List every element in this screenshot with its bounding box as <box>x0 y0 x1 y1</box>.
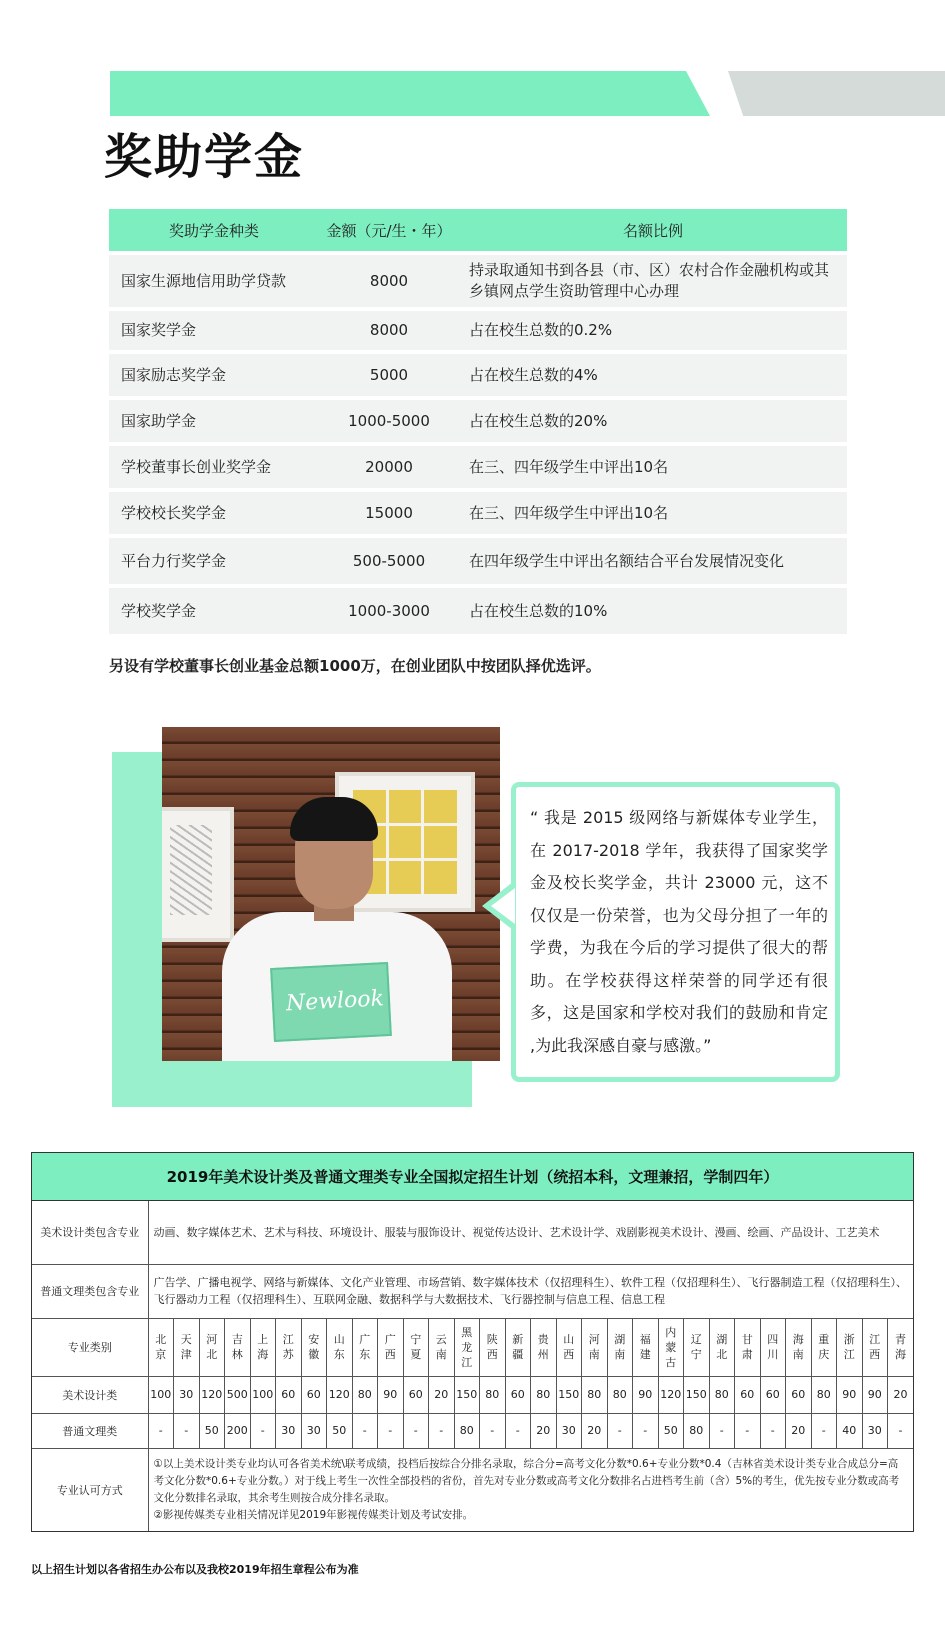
art-quota-cell: 60 <box>786 1376 812 1413</box>
province-cell: 广 西 <box>378 1318 404 1376</box>
general-quota-cell: - <box>378 1413 404 1448</box>
general-quota-cell: - <box>429 1413 455 1448</box>
table-row <box>109 446 847 488</box>
art-quota-cell: 80 <box>352 1376 378 1413</box>
scholarship-name: 国家助学金 <box>109 400 319 442</box>
wall-frame-left <box>162 807 234 942</box>
province-cell: 湖 南 <box>607 1318 633 1376</box>
province-cell: 黑 龙 江 <box>454 1318 480 1376</box>
art-majors-row <box>32 1201 913 1264</box>
general-quota-cell: - <box>403 1413 429 1448</box>
province-cell: 青 海 <box>888 1318 914 1376</box>
scholarship-ratio: 在三、四年级学生中评出10名 <box>459 446 847 488</box>
scholarship-amount: 1000-3000 <box>319 588 459 634</box>
general-majors-row <box>32 1264 913 1318</box>
general-quota-cell: 30 <box>276 1413 302 1448</box>
header-type: 奖助学金种类 <box>109 209 319 251</box>
province-cell: 云 南 <box>429 1318 455 1376</box>
general-quota-cell: - <box>811 1413 837 1448</box>
scholarship-name: 国家奖学金 <box>109 311 319 350</box>
header-banner-gray <box>728 71 945 116</box>
art-quota-row <box>32 1376 913 1413</box>
art-quota-cell: 60 <box>760 1376 786 1413</box>
province-cell: 山 西 <box>556 1318 582 1376</box>
province-cell: 天 津 <box>174 1318 200 1376</box>
province-cell: 安 徽 <box>301 1318 327 1376</box>
province-cell: 上 海 <box>250 1318 276 1376</box>
enrollment-plan-table <box>31 1152 914 1532</box>
art-quota-cell: 30 <box>174 1376 200 1413</box>
plan-title: 2019年美术设计类及普通文理类专业全国拟定招生计划（统招本科，文理兼招，学制四年） <box>32 1153 913 1201</box>
scholarship-name: 国家生源地信用助学贷款 <box>109 255 319 307</box>
art-quota-cell: 60 <box>403 1376 429 1413</box>
sweater-logo <box>270 962 392 1042</box>
art-quota-cell: 20 <box>888 1376 914 1413</box>
footer-note: 以上招生计划以各省招生办公布以及我校2019年招生章程公布为准 <box>31 1563 359 1576</box>
province-cell: 四 川 <box>760 1318 786 1376</box>
table-row <box>109 538 847 584</box>
art-quota-cell: 60 <box>301 1376 327 1413</box>
general-quota-cell: - <box>250 1413 276 1448</box>
table-row <box>109 255 847 307</box>
category-label: 专业类别 <box>32 1318 148 1376</box>
province-cell: 海 南 <box>786 1318 812 1376</box>
general-quota-cell: 20 <box>582 1413 608 1448</box>
scholarship-ratio: 占在校生总数的4% <box>459 354 847 396</box>
art-quota-cell: 120 <box>199 1376 225 1413</box>
scholarship-table-header <box>109 209 847 251</box>
province-cell: 江 苏 <box>276 1318 302 1376</box>
recognition-notes <box>148 1448 913 1531</box>
scholarship-note: 另设有学校董事长创业基金总额1000万，在创业团队中按团队择优选评。 <box>109 657 601 675</box>
scholarship-name: 学校奖学金 <box>109 588 319 634</box>
general-quota-cell: 20 <box>531 1413 557 1448</box>
scholarship-amount: 20000 <box>319 446 459 488</box>
table-row <box>109 400 847 442</box>
art-quota-cell: 80 <box>607 1376 633 1413</box>
general-quota-cell: - <box>735 1413 761 1448</box>
province-cell: 甘 肃 <box>735 1318 761 1376</box>
art-quota-cell: 60 <box>276 1376 302 1413</box>
general-quota-cell: - <box>709 1413 735 1448</box>
general-quota-cell: 40 <box>837 1413 863 1448</box>
province-cell: 湖 北 <box>709 1318 735 1376</box>
art-quota-cell: 80 <box>709 1376 735 1413</box>
table-row <box>109 492 847 534</box>
scholarship-name: 学校董事长创业奖学金 <box>109 446 319 488</box>
general-quota-cell: - <box>352 1413 378 1448</box>
general-quota-row <box>32 1413 913 1448</box>
general-quota-cell: - <box>480 1413 506 1448</box>
scholarship-ratio: 占在校生总数的10% <box>459 588 847 634</box>
art-row-label: 美术设计类 <box>32 1376 148 1413</box>
art-quota-cell: 90 <box>837 1376 863 1413</box>
province-cell: 宁 夏 <box>403 1318 429 1376</box>
art-quota-cell: 90 <box>378 1376 404 1413</box>
province-cell: 河 北 <box>199 1318 225 1376</box>
general-row-label: 普通文理类 <box>32 1413 148 1448</box>
province-cell: 山 东 <box>327 1318 353 1376</box>
art-quota-cell: 150 <box>454 1376 480 1413</box>
art-quota-cell: 80 <box>582 1376 608 1413</box>
province-cell: 陕 西 <box>480 1318 506 1376</box>
header-amount: 金额（元/生・年） <box>319 209 459 251</box>
recognition-label: 专业认可方式 <box>32 1448 148 1531</box>
header-banner-green <box>110 71 710 116</box>
art-quota-cell: 120 <box>327 1376 353 1413</box>
province-cell: 贵 州 <box>531 1318 557 1376</box>
art-quota-cell: 20 <box>429 1376 455 1413</box>
province-cell: 辽 宁 <box>684 1318 710 1376</box>
table-row <box>109 354 847 396</box>
general-majors-list: 广告学、广播电视学、网络与新媒体、文化产业管理、市场营销、数字媒体技术（仅招理科生）、软件工程（仅招理科生）、飞行器制造工程（仅招理科生）、飞行器动力工程（仅招理科生）、互联网金融、数据科学与大数据技术、飞行器控制与信息工程、信息工程 <box>148 1264 913 1318</box>
table-row <box>109 588 847 634</box>
student-photo <box>162 727 500 1061</box>
scholarship-table <box>109 205 847 638</box>
province-cell: 浙 江 <box>837 1318 863 1376</box>
general-quota-cell: - <box>174 1413 200 1448</box>
general-quota-cell: 30 <box>301 1413 327 1448</box>
scholarship-amount: 500-5000 <box>319 538 459 584</box>
recognition-row <box>32 1448 913 1531</box>
art-quota-cell: 500 <box>225 1376 251 1413</box>
general-majors-label: 普通文理类包含专业 <box>32 1264 148 1318</box>
general-quota-cell: - <box>148 1413 174 1448</box>
scholarship-amount: 15000 <box>319 492 459 534</box>
province-cell: 广 东 <box>352 1318 378 1376</box>
scholarship-name: 平台力行奖学金 <box>109 538 319 584</box>
general-quota-cell: 80 <box>684 1413 710 1448</box>
scholarship-name: 学校校长奖学金 <box>109 492 319 534</box>
art-quota-cell: 60 <box>735 1376 761 1413</box>
province-cell: 北 京 <box>148 1318 174 1376</box>
province-cell: 福 建 <box>633 1318 659 1376</box>
art-quota-cell: 100 <box>250 1376 276 1413</box>
general-quota-cell: 50 <box>658 1413 684 1448</box>
page-title: 奖助学金 <box>104 129 305 185</box>
scholarship-ratio: 占在校生总数的0.2% <box>459 311 847 350</box>
scholarship-ratio: 在三、四年级学生中评出10名 <box>459 492 847 534</box>
art-quota-cell: 80 <box>531 1376 557 1413</box>
scholarship-ratio: 占在校生总数的20% <box>459 400 847 442</box>
art-quota-cell: 80 <box>480 1376 506 1413</box>
scholarship-amount: 8000 <box>319 311 459 350</box>
recognition-note-2: ②影视传媒类专业相关情况详见2019年影视传媒类计划及考试安排。 <box>153 1508 474 1521</box>
testimonial-quote: “ 我是 2015 级网络与新媒体专业学生，在 2017-2018 学年，我获得了国家奖学金及校长奖学金，共计 23000 元，这不仅仅是一份荣誉，也为父母分担了一年的学费，为我在今后的学习提供了很大的帮助。在学校获得这样荣誉的同学还有很多，这是国家和学校对我们的鼓励和肯定 ,为此我深感自豪与感激。” <box>530 808 828 1055</box>
art-quota-cell: 90 <box>633 1376 659 1413</box>
general-quota-cell: 80 <box>454 1413 480 1448</box>
scholarship-amount: 5000 <box>319 354 459 396</box>
general-quota-cell: 30 <box>862 1413 888 1448</box>
general-quota-cell: 50 <box>327 1413 353 1448</box>
art-quota-cell: 120 <box>658 1376 684 1413</box>
header-ratio: 名额比例 <box>459 209 847 251</box>
general-quota-cell: 200 <box>225 1413 251 1448</box>
scholarship-name: 国家励志奖学金 <box>109 354 319 396</box>
general-quota-cell: 30 <box>556 1413 582 1448</box>
general-quota-cell: 50 <box>199 1413 225 1448</box>
scholarship-ratio: 在四年级学生中评出名额结合平台发展情况变化 <box>459 538 847 584</box>
general-quota-cell: - <box>760 1413 786 1448</box>
art-majors-label: 美术设计类包含专业 <box>32 1201 148 1264</box>
general-quota-cell: 20 <box>786 1413 812 1448</box>
province-cell: 河 南 <box>582 1318 608 1376</box>
art-majors-list: 动画、数字媒体艺术、艺术与科技、环境设计、服装与服饰设计、视觉传达设计、艺术设计学、戏剧影视美术设计、漫画、绘画、产品设计、工艺美术 <box>148 1201 913 1264</box>
art-quota-cell: 80 <box>811 1376 837 1413</box>
art-quota-cell: 60 <box>505 1376 531 1413</box>
scholarship-amount: 8000 <box>319 255 459 307</box>
general-quota-cell: - <box>633 1413 659 1448</box>
scholarship-amount: 1000-5000 <box>319 400 459 442</box>
province-cell: 新 疆 <box>505 1318 531 1376</box>
province-cell: 重 庆 <box>811 1318 837 1376</box>
province-cell: 吉 林 <box>225 1318 251 1376</box>
art-quota-cell: 100 <box>148 1376 174 1413</box>
recognition-note-1: ①以上美术设计类专业均认可各省美术统\联考成绩，投档后按综合分排名录取，综合分=高考文化分数*0.6+专业分数*0.4（吉林省美术设计类专业合成总分=高考文化分数*0.6+专业分数。）对于线上考生一次性全部投档的省份，首先对专业分数或高考文化分数排名占进档考生前（含）5%的考生，优先按专业分数或高考文化分数排名录取，其余考生则按合成分排名录取。 <box>153 1457 900 1504</box>
general-quota-cell: - <box>607 1413 633 1448</box>
art-quota-cell: 150 <box>684 1376 710 1413</box>
art-quota-cell: 150 <box>556 1376 582 1413</box>
province-cell: 内 蒙 古 <box>658 1318 684 1376</box>
province-cell: 江 西 <box>862 1318 888 1376</box>
province-row <box>32 1318 913 1376</box>
general-quota-cell: - <box>888 1413 914 1448</box>
art-quota-cell: 90 <box>862 1376 888 1413</box>
scholarship-ratio: 持录取通知书到各县（市、区）农村合作金融机构或其乡镇网点学生资助管理中心办理 <box>459 255 847 307</box>
table-row <box>109 311 847 350</box>
general-quota-cell: - <box>505 1413 531 1448</box>
